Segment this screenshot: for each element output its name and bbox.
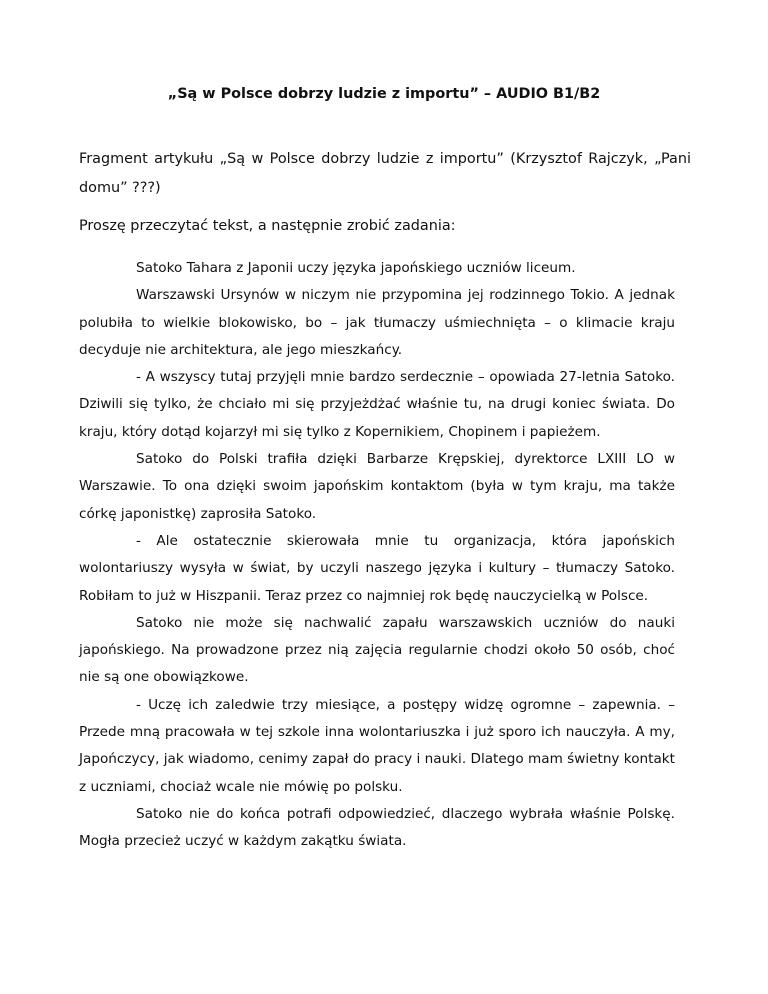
article-paragraph: - Uczę ich zaledwie trzy miesiące, a postępy widzę ogromne – zapewnia. – Przede mną pracowała w tej szkole inna wolontariuszka i już sporo ich nauczyła. A my, Japończycy, jak wiadomo, cenimy zapał do pracy i nauki. Dlatego mam świetny kontakt z uczniami, chociaż wcale nie mówię po polsku.: [79, 696, 675, 795]
task-instruction: Proszę przeczytać tekst, a następnie zrobić zadania:: [79, 218, 456, 234]
article-paragraph: Satoko nie może się nachwalić zapału warszawskich uczniów do nauki japońskiego. Na prowadzone przez nią zajęcia regularnie chodzi około 50 osób, choć nie są one obowiązkowe.: [79, 614, 675, 686]
article-paragraph: Satoko do Polski trafiła dzięki Barbarze Krępskiej, dyrektorce LXIII LO w Warszawie. To ona dzięki swoim japońskim kontaktom (była w tym kraju, ma także córkę japonistkę) zaprosiła Satoko.: [79, 451, 675, 522]
article-paragraph: - A wszyscy tutaj przyjęli mnie bardzo serdecznie – opowiada 27-letnia Satoko. Dziwili się tylko, że chciało mi się przyjeżdżać właśnie tu, na drugi koniec świata. Do kraju, który dotąd kojarzył mi się tylko z Kopernikiem, Chopinem i papieżem.: [79, 369, 675, 440]
article-body: [79, 255, 675, 856]
article-paragraph: Warszawski Ursynów w niczym nie przypomina jej rodzinnego Tokio. A jednak polubiła to wielkie blokowisko, bo – jak tłumaczy uśmiechnięta – o klimacie kraju decyduje nie architektura, ale jego mieszkańcy.: [79, 287, 675, 358]
article-paragraph: Satoko Tahara z Japonii uczy języka japońskiego uczniów liceum.: [136, 260, 576, 276]
article-paragraph: - Ale ostatecznie skierowała mnie tu organizacja, która japońskich wolontariuszy wysyła w świat, by uczyli naszego języka i kultury – tłumaczy Satoko. Robiłam to już w Hiszpanii. Teraz przez co najmniej rok będę nauczycielką w Polsce.: [79, 532, 675, 604]
article-paragraph: Satoko nie do końca potrafi odpowiedzieć, dlaczego wybrała właśnie Polskę. Mogła przecież uczyć w każdym zakątku świata.: [79, 805, 675, 850]
source-citation: Fragment artykułu „Są w Polsce dobrzy ludzie z importu” (Krzysztof Rajczyk, „Pani domu” ???): [79, 151, 691, 196]
document-title: „Są w Polsce dobrzy ludzie z importu” – AUDIO B1/B2: [167, 86, 601, 102]
